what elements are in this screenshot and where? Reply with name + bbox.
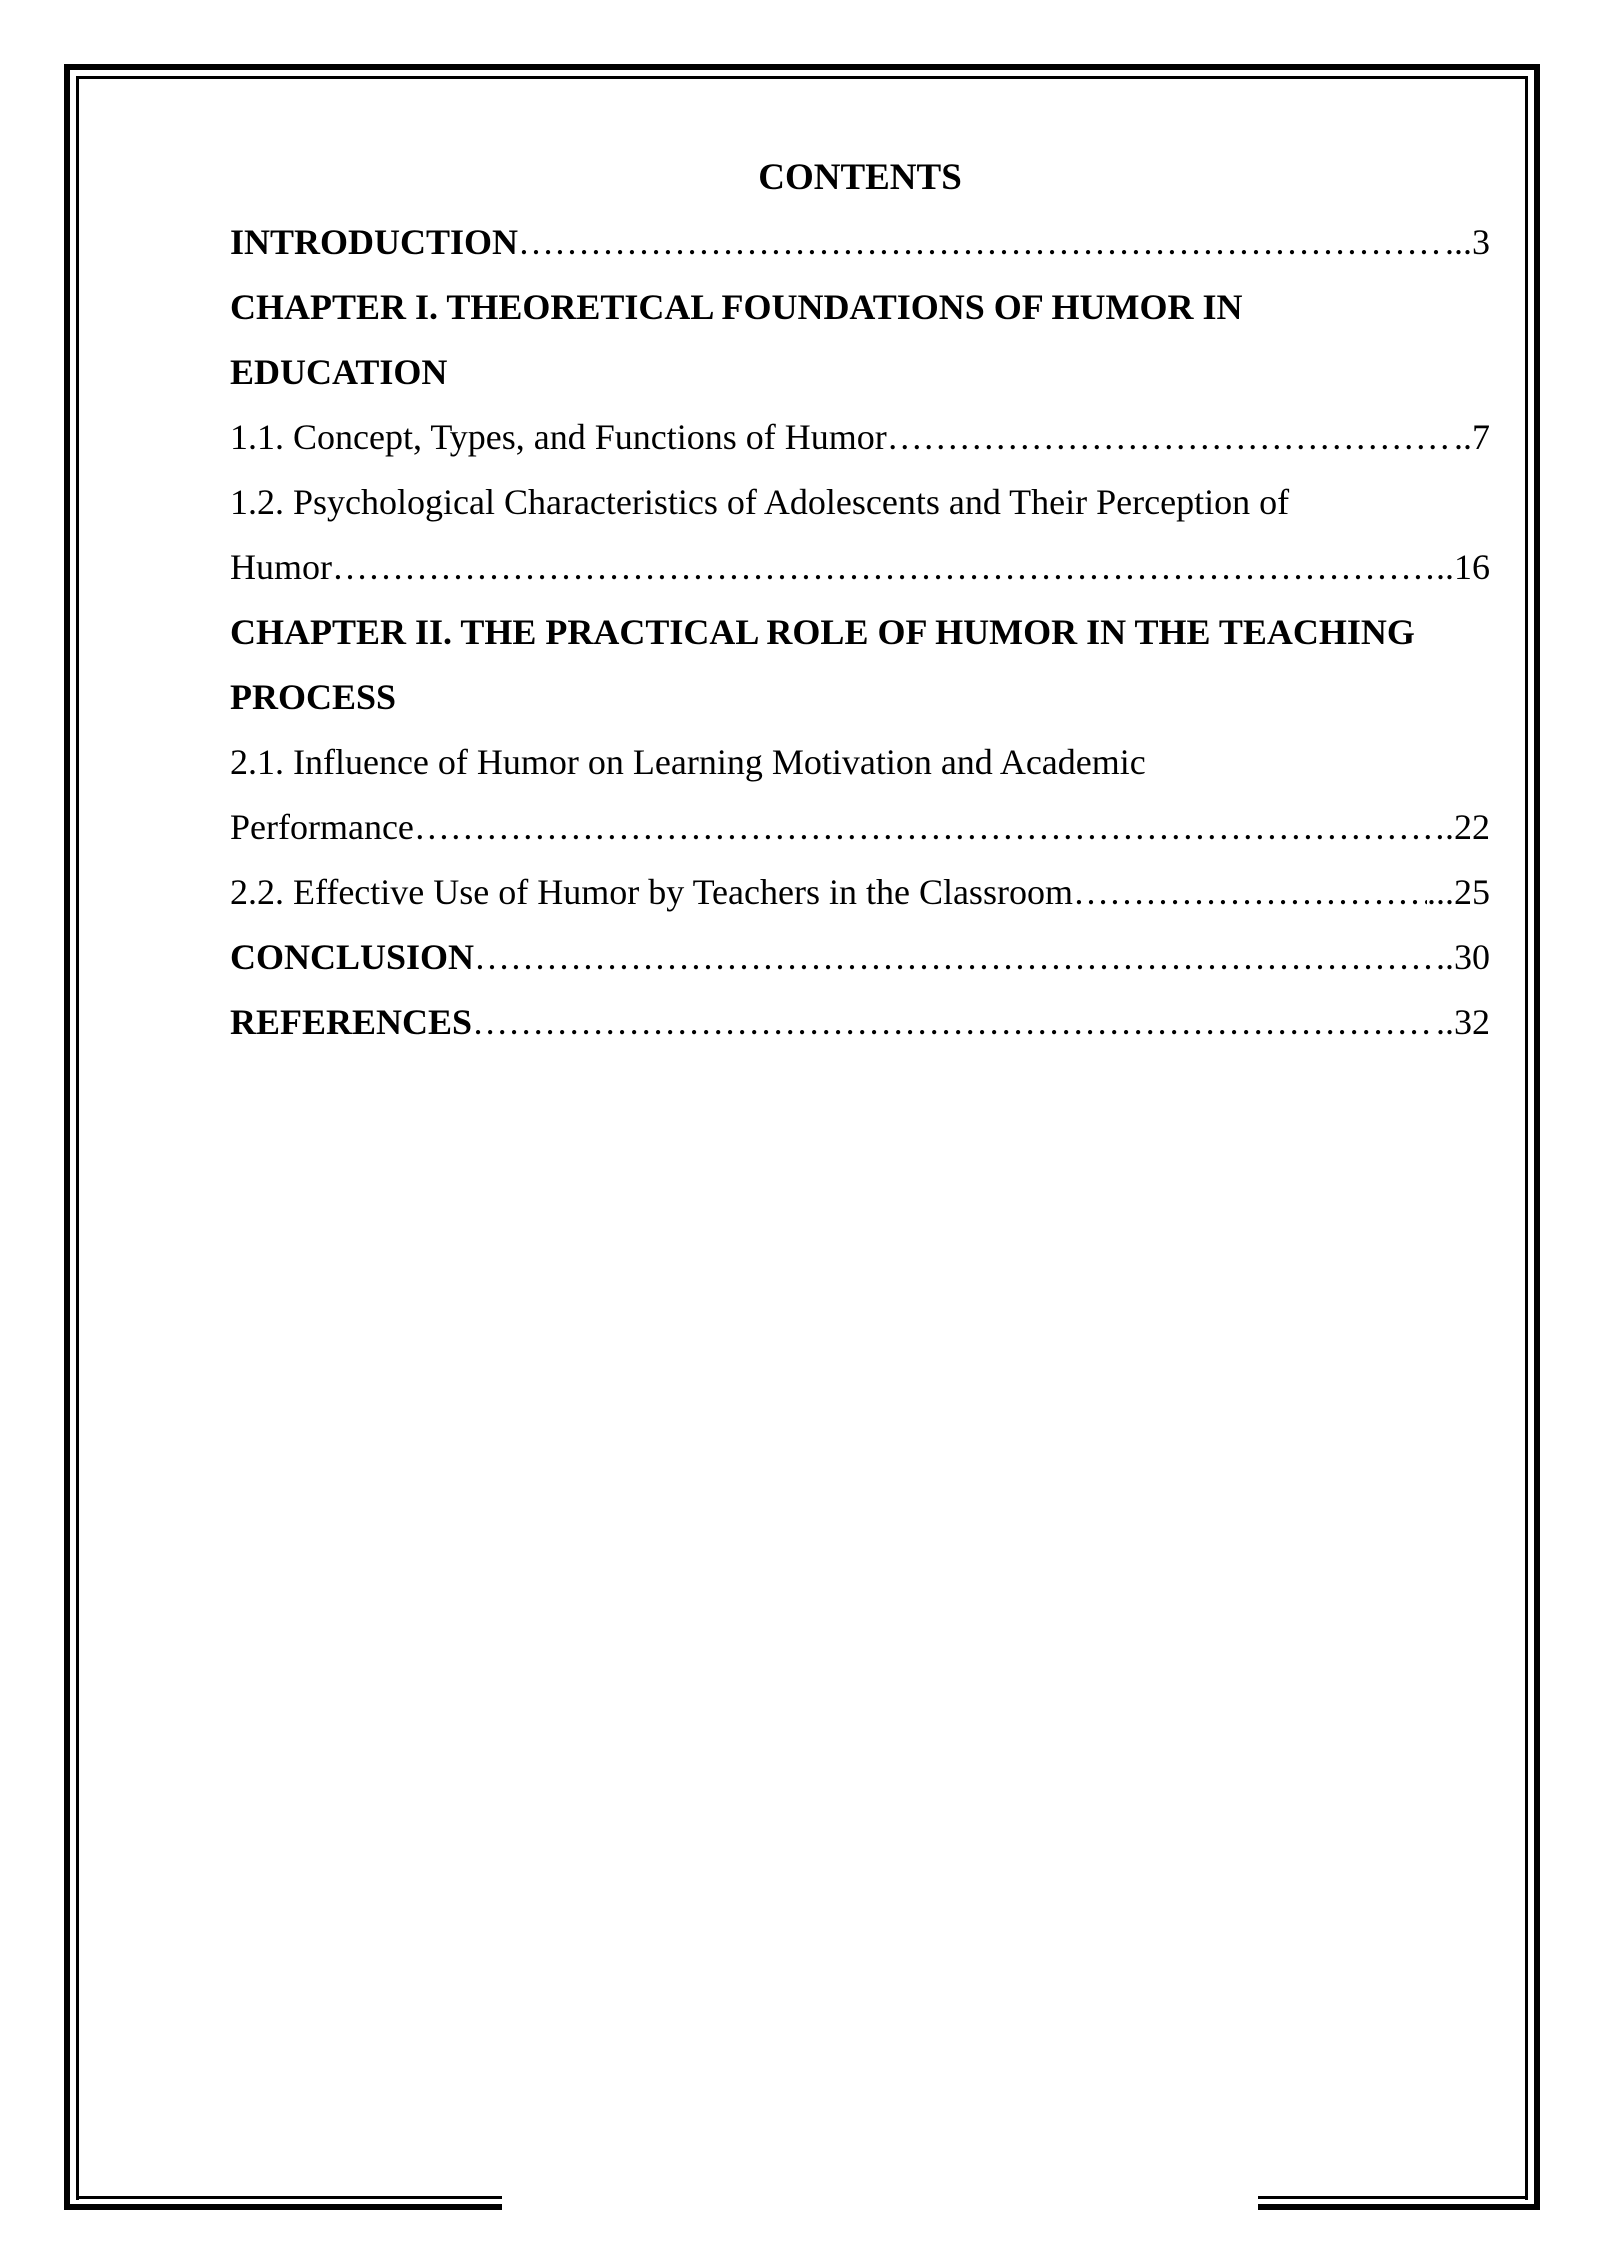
toc-leader-dots [472, 990, 1436, 1055]
toc-chapter-1-line-2: EDUCATION [230, 352, 448, 392]
toc-entry-label: Humor [230, 547, 332, 587]
toc-leader-dots [474, 925, 1436, 990]
frame-border-top-outer [64, 64, 1540, 70]
toc-page-number: ...3 [1445, 222, 1490, 262]
toc-entry-section-1-2 [230, 535, 1490, 600]
toc-chapter-2-line-1: CHAPTER II. THE PRACTICAL ROLE OF HUMOR IN THE TEACHING [230, 612, 1415, 652]
contents-heading: CONTENTS [758, 157, 962, 198]
frame-border-bottom-left-inner [76, 2196, 502, 2199]
toc-entry-label: INTRODUCTION [230, 222, 519, 262]
toc-entry-section-2-1 [230, 795, 1490, 860]
toc-entry-conclusion [230, 925, 1490, 990]
toc-page-number: ..7 [1454, 417, 1490, 457]
toc-leader-dots [414, 795, 1445, 860]
frame-border-bottom-right-outer [1258, 2204, 1540, 2210]
toc-page-number: ..30 [1436, 937, 1490, 977]
frame-border-right-outer [1534, 64, 1540, 2210]
table-of-contents [230, 145, 1490, 1055]
toc-leader-dots [1073, 860, 1427, 925]
toc-page-number: ..32 [1436, 1002, 1490, 1042]
toc-entry-section-2-2 [230, 860, 1490, 925]
frame-border-left-inner [76, 76, 79, 2200]
toc-entry-label: CONCLUSION [230, 937, 475, 977]
frame-border-right-inner [1525, 76, 1528, 2200]
toc-entry-section-1-1 [230, 405, 1490, 470]
toc-page-number: ..16 [1436, 547, 1490, 587]
toc-section-1-2-line-1: 1.2. Psychological Characteristics of Adolescents and Their Perception of [230, 482, 1290, 522]
toc-entry-label: 1.1. Concept, Types, and Functions of Humor [230, 417, 887, 457]
toc-chapter-2-line-2: PROCESS [230, 677, 397, 717]
toc-leader-dots [332, 535, 1436, 600]
toc-page-number: ...25 [1427, 872, 1490, 912]
toc-entry-label: 2.2. Effective Use of Humor by Teachers in the Classroom [230, 872, 1073, 912]
frame-border-left-outer [64, 64, 70, 2210]
frame-border-bottom-left-outer [64, 2204, 502, 2210]
toc-leader-dots [518, 210, 1445, 275]
frame-border-top-inner [76, 76, 1528, 79]
toc-entry-label: Performance [230, 807, 414, 847]
frame-border-bottom-right-inner [1258, 2196, 1528, 2199]
toc-entry-label: REFERENCES [230, 1002, 473, 1042]
toc-entry-references [230, 990, 1490, 1055]
toc-section-2-1-line-1: 2.1. Influence of Humor on Learning Motivation and Academic [230, 742, 1146, 782]
toc-entry-introduction [230, 210, 1490, 275]
toc-page-number: .22 [1445, 807, 1490, 847]
toc-chapter-1-line-1: CHAPTER I. THEORETICAL FOUNDATIONS OF HUMOR IN [230, 287, 1243, 327]
toc-leader-dots [887, 405, 1454, 470]
